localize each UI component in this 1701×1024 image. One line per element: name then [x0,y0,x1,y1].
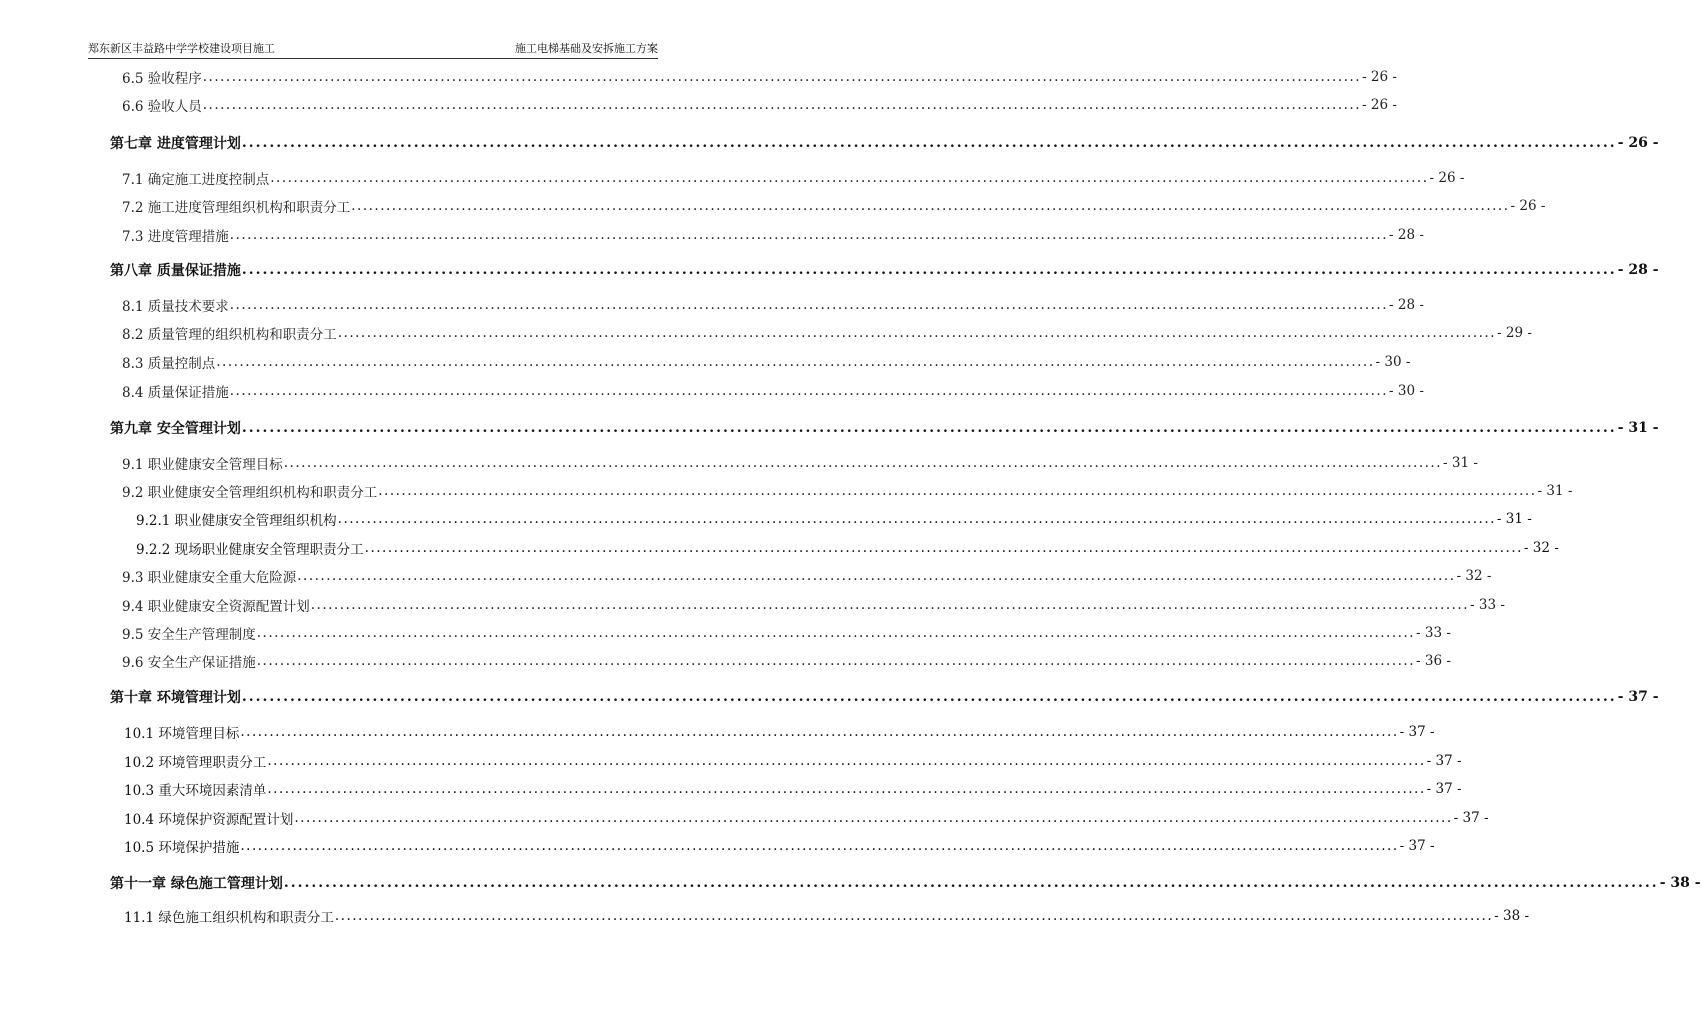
toc-dot-leader: ........................................................................................................................................................................................................ [229,383,1389,399]
toc-page-number: - 37 - [1399,724,1435,740]
toc-dot-leader: ........................................................................................................................................................................................................ [267,753,1426,769]
toc-section-entry[interactable] [0,651,1451,671]
toc-entry-title: 7.2 施工进度管理组织机构和职责分工 [122,200,351,216]
toc-entry-title: 10.3 重大环境因素清单 [124,783,267,799]
toc-page-number: - 28 - [1617,262,1659,278]
toc-entry-title: 6.5 验收程序 [122,71,202,87]
toc-dot-leader: ........................................................................................................................................................................................................ [256,625,1416,641]
toc-entry-title: 10.2 环境管理职责分工 [124,755,267,771]
toc-dot-leader: ........................................................................................................................................................................................................ [364,540,1523,556]
toc-page-number: - 28 - [1389,227,1424,243]
toc-chapter-entry[interactable] [0,418,1659,438]
toc-entry-title: 第十章 环境管理计划 [110,690,241,706]
toc-dot-leader: ........................................................................................................................................................................................................ [297,568,1456,584]
toc-page-number: - 37 - [1617,689,1659,705]
toc-page-number: - 32 - [1523,540,1559,556]
toc-page-number: - 26 - [1429,170,1465,186]
toc-page-number: - 26 - [1510,198,1546,214]
toc-dot-leader: ........................................................................................................................................................................................................ [294,810,1453,826]
toc-dot-leader: ........................................................................................................................................................................................................ [229,227,1389,243]
toc-section-entry[interactable] [0,323,1532,343]
toc-page-number: - 37 - [1453,810,1489,826]
toc-page-number: - 32 - [1456,568,1492,584]
toc-page-number: - 30 - [1389,383,1424,399]
toc-section-entry[interactable] [0,808,1489,828]
toc-section-entry[interactable] [0,295,1424,315]
toc-entry-title: 9.3 职业健康安全重大危险源 [122,570,297,586]
toc-page-number: - 33 - [1416,625,1451,641]
toc-chapter-entry[interactable] [0,133,1659,153]
toc-dot-leader: ........................................................................................................................................................................................................ [283,875,1659,891]
toc-entry-title: 10.1 环境管理目标 [124,726,240,742]
toc-section-entry[interactable] [0,225,1424,245]
toc-entry-title: 7.3 进度管理措施 [122,229,229,245]
toc-dot-leader: ........................................................................................................................................................................................................ [229,297,1389,313]
toc-dot-leader: ........................................................................................................................................................................................................ [310,597,1470,613]
toc-page-number: - 28 - [1389,297,1424,313]
toc-section-entry[interactable] [0,751,1462,771]
toc-dot-leader: ........................................................................................................................................................................................................ [270,170,1429,186]
toc-page-number: - 26 - [1617,135,1659,151]
toc-entry-title: 7.1 确定施工进度控制点 [122,172,270,188]
toc-entry-title: 10.4 环境保护资源配置计划 [124,812,294,828]
toc-dot-leader: ........................................................................................................................................................................................................ [241,420,1617,436]
toc-dot-leader: ........................................................................................................................................................................................................ [240,838,1399,854]
toc-section-entry[interactable] [0,481,1573,501]
toc-entry-title: 第十一章 绿色施工管理计划 [110,876,283,892]
toc-page-number: - 29 - [1497,325,1532,341]
toc-dot-leader: ........................................................................................................................................................................................................ [241,135,1617,151]
toc-dot-leader: ........................................................................................................................................................................................................ [337,511,1496,527]
toc-entry-title: 9.2.1 职业健康安全管理组织机构 [136,513,337,529]
toc-page-number: - 31 - [1443,455,1478,471]
header-document-title: 施工电梯基础及安拆施工方案 [515,42,658,55]
toc-entry-title: 9.1 职业健康安全管理目标 [122,457,283,473]
toc-entry-title: 6.6 验收人员 [122,99,202,115]
toc-entry-title: 第八章 质量保证措施 [110,263,241,279]
toc-page-number: - 38 - [1494,908,1530,924]
toc-page-number: - 26 - [1362,97,1397,113]
toc-section-entry[interactable] [0,779,1462,799]
toc-section-entry[interactable] [0,95,1397,115]
toc-dot-leader: ........................................................................................................................................................................................................ [241,689,1617,705]
toc-dot-leader: ........................................................................................................................................................................................................ [240,724,1399,740]
toc-dot-leader: ........................................................................................................................................................................................................ [241,262,1617,278]
page-header [88,40,658,59]
toc-page-number: - 31 - [1617,420,1659,436]
toc-section-entry[interactable] [0,453,1478,473]
toc-section-entry[interactable] [0,381,1424,401]
toc-page-number: - 37 - [1426,753,1462,769]
toc-page-number: - 36 - [1416,653,1451,669]
toc-entry-title: 8.1 质量技术要求 [122,299,229,315]
toc-section-entry[interactable] [0,836,1435,856]
toc-entry-title: 9.2 职业健康安全管理组织机构和职责分工 [122,485,378,501]
toc-section-entry[interactable] [0,722,1435,742]
toc-entry-title: 9.5 安全生产管理制度 [122,627,256,643]
toc-page-number: - 37 - [1399,838,1435,854]
toc-entry-title: 9.4 职业健康安全资源配置计划 [122,599,310,615]
toc-dot-leader: ........................................................................................................................................................................................................ [216,354,1375,370]
toc-chapter-entry[interactable] [0,687,1659,707]
toc-entry-title: 10.5 环境保护措施 [124,840,240,856]
header-project-name: 郑东新区丰益路中学学校建设项目施工 [88,42,275,55]
toc-dot-leader: ........................................................................................................................................................................................................ [334,908,1494,924]
toc-entry-title: 9.6 安全生产保证措施 [122,655,256,671]
toc-page-number: - 38 - [1659,875,1701,891]
toc-dot-leader: ........................................................................................................................................................................................................ [378,483,1537,499]
toc-section-entry[interactable] [0,168,1465,188]
toc-dot-leader: ........................................................................................................................................................................................................ [351,198,1510,214]
toc-page-number: - 30 - [1375,354,1411,370]
toc-page-number: - 31 - [1537,483,1573,499]
toc-entry-title: 8.2 质量管理的组织机构和职责分工 [122,327,337,343]
toc-dot-leader: ........................................................................................................................................................................................................ [256,653,1416,669]
toc-page-number: - 33 - [1470,597,1505,613]
toc-chapter-entry[interactable] [0,873,1701,893]
toc-entry-title: 第九章 安全管理计划 [110,421,241,437]
toc-section-entry[interactable] [0,566,1492,586]
toc-section-entry[interactable] [0,352,1411,372]
toc-page-number: - 26 - [1362,69,1397,85]
toc-page-number: - 31 - [1496,511,1532,527]
toc-section-entry[interactable] [0,67,1397,87]
toc-dot-leader: ........................................................................................................................................................................................................ [337,325,1497,341]
toc-dot-leader: ........................................................................................................................................................................................................ [283,455,1443,471]
toc-dot-leader: ........................................................................................................................................................................................................ [202,69,1362,85]
toc-entry-title: 第七章 进度管理计划 [110,136,241,152]
toc-page-number: - 37 - [1426,781,1462,797]
toc-section-entry[interactable] [0,906,1530,926]
toc-entry-title: 11.1 绿色施工组织机构和职责分工 [124,910,334,926]
toc-section-entry[interactable] [0,196,1546,216]
toc-entry-title: 9.2.2 现场职业健康安全管理职责分工 [136,542,364,558]
toc-entry-title: 8.4 质量保证措施 [122,385,229,401]
toc-entry-title: 8.3 质量控制点 [122,356,216,372]
toc-section-entry[interactable] [0,538,1559,558]
toc-dot-leader: ........................................................................................................................................................................................................ [202,97,1362,113]
toc-section-entry[interactable] [0,509,1532,529]
toc-dot-leader: ........................................................................................................................................................................................................ [267,781,1426,797]
toc-chapter-entry[interactable] [0,260,1659,280]
toc-section-entry[interactable] [0,623,1451,643]
toc-section-entry[interactable] [0,595,1505,615]
